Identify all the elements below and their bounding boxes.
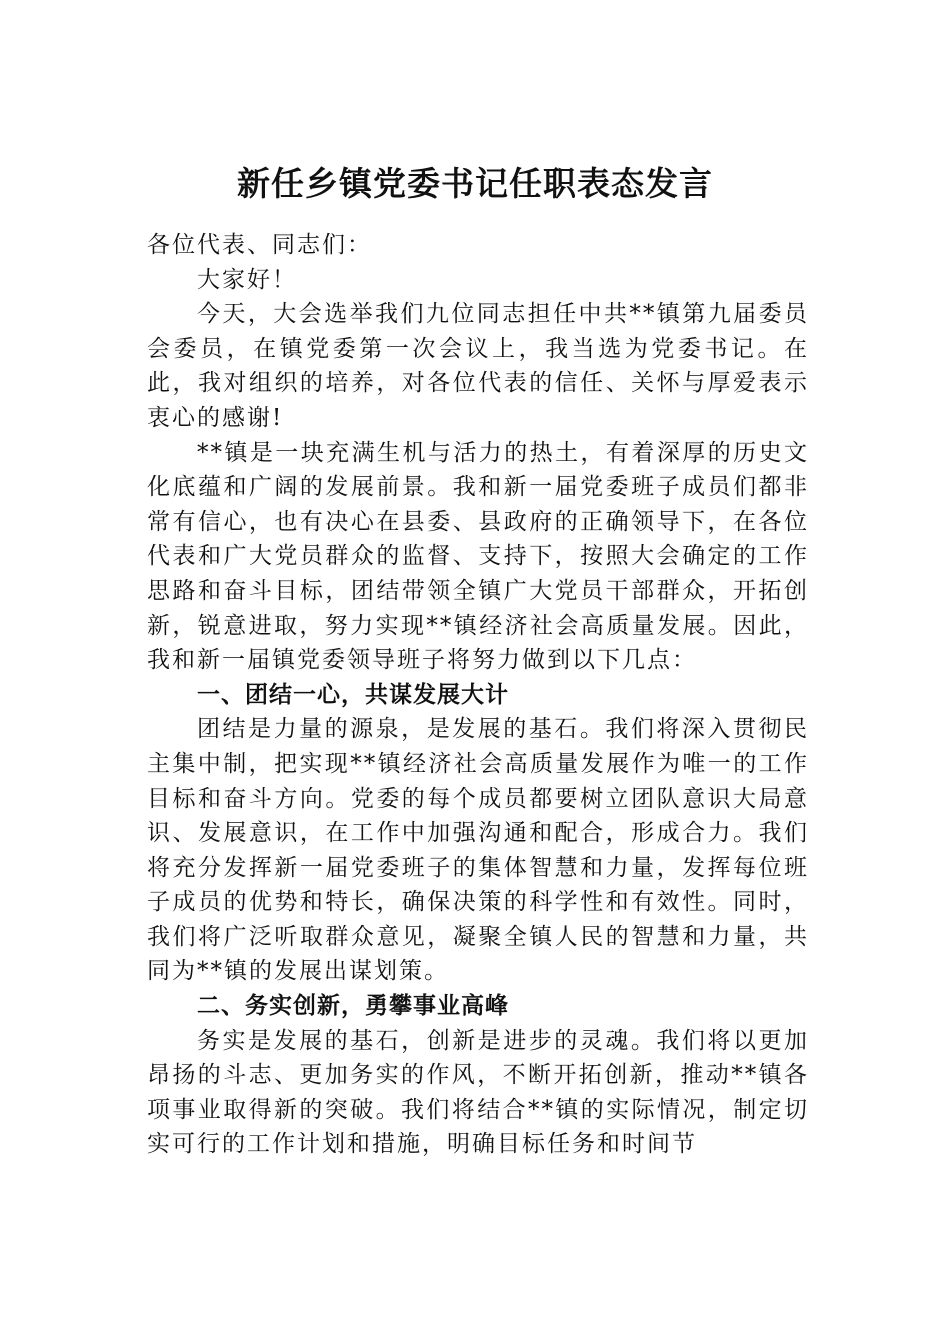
salutation: 各位代表、同志们： xyxy=(147,232,372,258)
section-heading-unity: 一、团结一心，共谋发展大计 xyxy=(197,681,509,708)
paragraph-town-intro: **镇是一块充满生机与活力的热土，有着深厚的历史文化底蕴和广阔的发展前景。我和新一届党委班子成员们都非常有信心，也有决心在县委、县政府的正确领导下，在各位代表和广大党员群众的监督、支持下，按照大会确定的工作思路和奋斗目标，团结带领全镇广大党员干部群众，开拓创新，锐意进取，努力实现**镇经济社会高质量发展。因此，我和新一届镇党委领导班子将努力做到以下几点： xyxy=(147,439,809,674)
greeting: 大家好！ xyxy=(197,266,297,293)
paragraph-unity: 团结是力量的源泉，是发展的基石。我们将深入贯彻民主集中制，把实现**镇经济社会高质量发展作为唯一的工作目标和奋斗方向。党委的每个成员都要树立团队意识大局意识、发展意识，在工作中加强沟通和配合，形成合力。我们将充分发挥新一届党委班子的集体智慧和力量，发挥每位班子成员的优势和特长，确保决策的科学性和有效性。同时，我们将广泛听取群众意见，凝聚全镇人民的智慧和力量，共同为**镇的发展出谋划策。 xyxy=(147,716,809,985)
document-body xyxy=(147,228,809,1162)
document-title: 新任乡镇党委书记任职表态发言 xyxy=(237,164,713,203)
paragraph-innovation: 务实是发展的基石，创新是进步的灵魂。我们将以更加昂扬的斗志、更加务实的作风，不断开拓创新，推动**镇各项事业取得新的突破。我们将结合**镇的实际情况，制定切实可行的工作计划和措施，明确目标任务和时间节 xyxy=(147,1027,809,1158)
paragraph-election: 今天，大会选举我们九位同志担任中共**镇第九届委员会委员，在镇党委第一次会议上，我当选为党委书记。在此，我对组织的培养，对各位代表的信任、关怀与厚爱表示衷心的感谢! xyxy=(147,301,809,431)
section-heading-innovation: 二、务实创新，勇攀事业高峰 xyxy=(197,993,509,1020)
